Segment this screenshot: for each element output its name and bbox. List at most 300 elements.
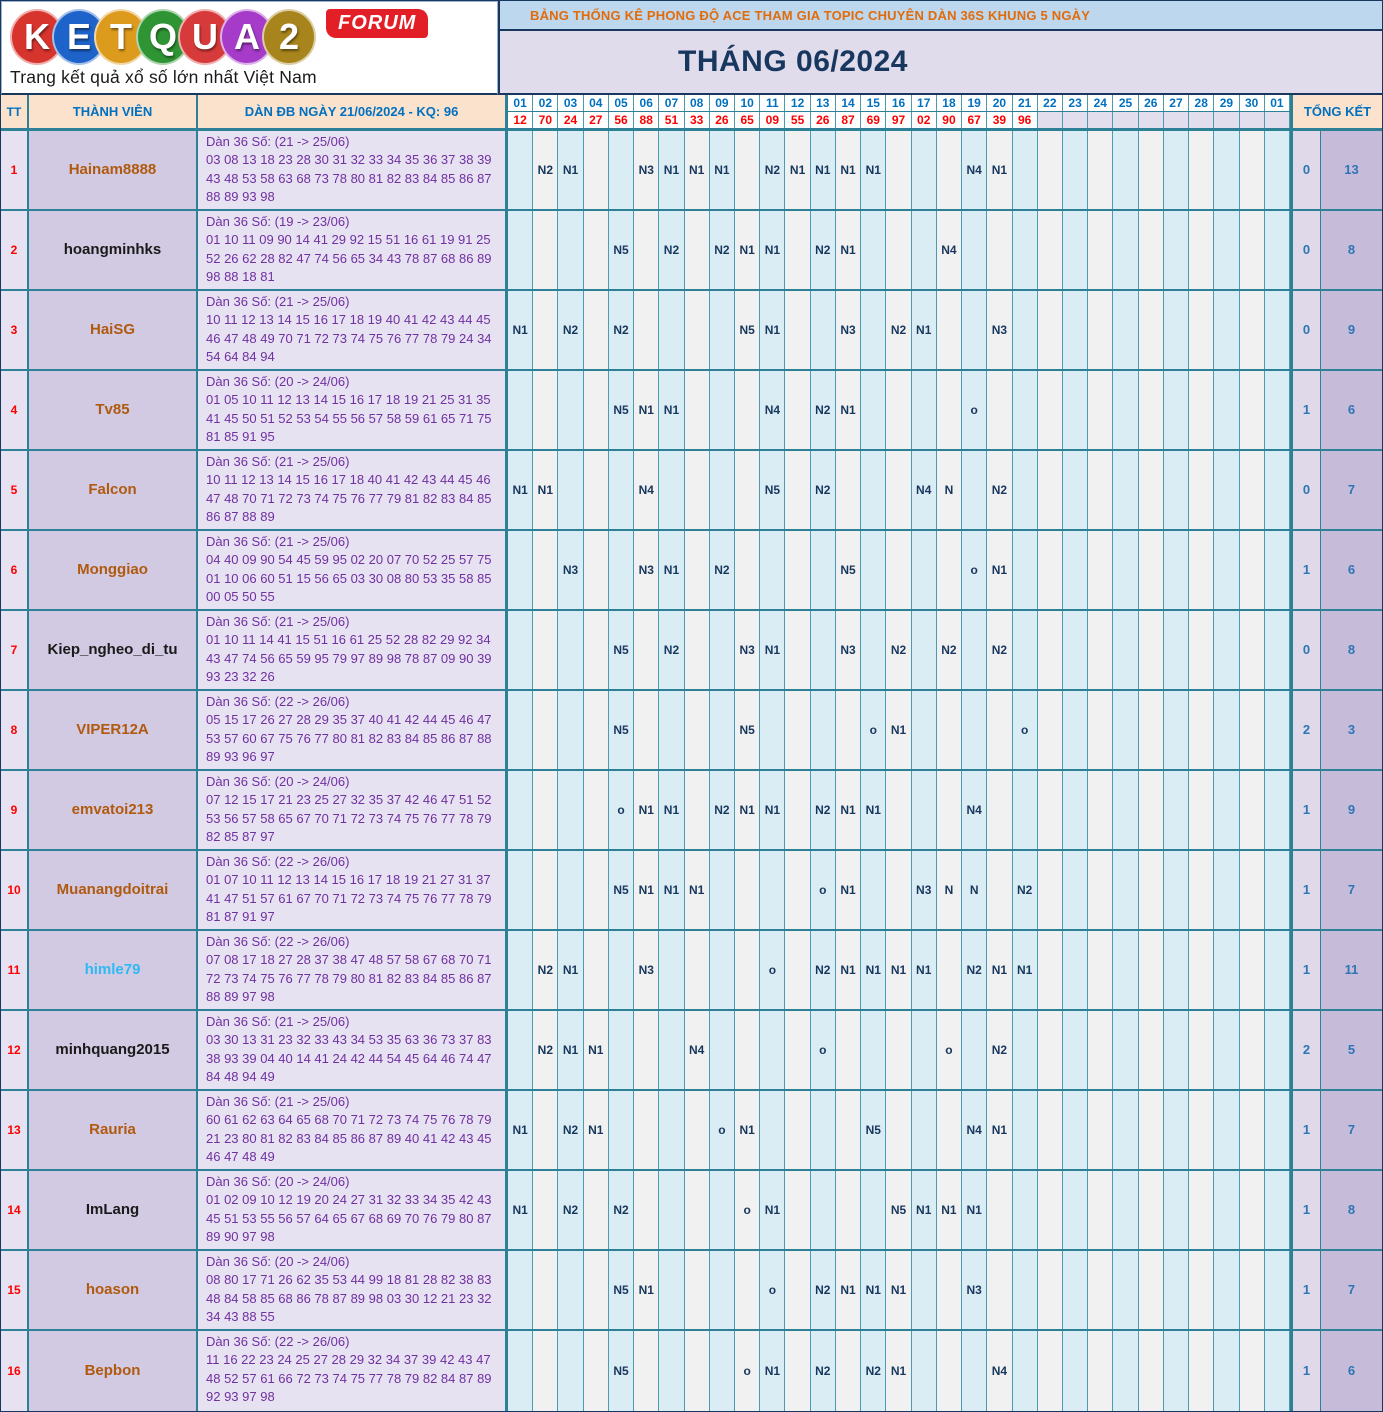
day-cell — [1088, 131, 1113, 209]
day-cell — [1063, 531, 1088, 609]
day-cell — [1038, 1091, 1063, 1169]
day-cell — [1038, 931, 1063, 1009]
day-cell: N4 — [685, 1011, 710, 1089]
day-cell: N5 — [609, 371, 634, 449]
day-cell: N2 — [937, 611, 962, 689]
day-cells — [508, 291, 1293, 369]
row-number: 2 — [1, 211, 29, 289]
day-cell — [1214, 1091, 1239, 1169]
member-name: Hainam8888 — [29, 131, 198, 209]
day-cell — [659, 1251, 684, 1329]
day-cell: N2 — [533, 1011, 558, 1089]
day-cell: N1 — [886, 1331, 911, 1411]
day-cells — [508, 771, 1293, 849]
day-cell — [962, 691, 987, 769]
day-column-header: 23 — [1063, 95, 1088, 111]
day-cell — [1265, 1011, 1290, 1089]
day-cell — [861, 291, 886, 369]
day-cell — [1139, 931, 1164, 1009]
day-cell: N1 — [659, 531, 684, 609]
day-cell — [533, 691, 558, 769]
day-cell: N1 — [836, 1251, 861, 1329]
day-cell — [1265, 211, 1290, 289]
day-cell — [558, 1251, 583, 1329]
day-cell — [937, 771, 962, 849]
result-cell: 51 — [659, 112, 684, 128]
day-cell — [760, 1091, 785, 1169]
day-cell — [785, 931, 810, 1009]
day-column-header: 21 — [1013, 95, 1038, 111]
day-cell — [1063, 1011, 1088, 1089]
day-cell: N4 — [962, 131, 987, 209]
day-column-header: 26 — [1139, 95, 1164, 111]
day-cell: N — [937, 851, 962, 929]
dan-label: Dàn 36 Số: (21 -> 25/06) — [206, 613, 350, 629]
day-cell: o — [962, 531, 987, 609]
total-right: 6 — [1321, 531, 1382, 609]
total-right: 9 — [1321, 771, 1382, 849]
row-number: 11 — [1, 931, 29, 1009]
day-cell — [1113, 691, 1138, 769]
member-row — [1, 131, 1382, 211]
dan-cell — [198, 1171, 508, 1249]
day-cells — [508, 451, 1293, 529]
dan-cell — [198, 1331, 508, 1411]
day-cell — [1265, 531, 1290, 609]
day-cell — [710, 931, 735, 1009]
result-cell — [1063, 112, 1088, 128]
day-cell: N2 — [533, 131, 558, 209]
day-cell — [1189, 691, 1214, 769]
day-cell — [1240, 1331, 1265, 1411]
dan-label: Dàn 36 Số: (21 -> 25/06) — [206, 293, 350, 309]
day-cell: N2 — [811, 451, 836, 529]
day-cell: N5 — [609, 691, 634, 769]
day-cell: N1 — [735, 771, 760, 849]
total-left: 1 — [1293, 1331, 1321, 1411]
day-cell — [785, 531, 810, 609]
day-column-header: 16 — [886, 95, 911, 111]
day-cell: N1 — [659, 131, 684, 209]
day-cell — [533, 531, 558, 609]
logo-letter: K — [10, 9, 64, 65]
day-cell: N1 — [987, 1091, 1012, 1169]
day-column-header: 19 — [962, 95, 987, 111]
day-cell — [1063, 1251, 1088, 1329]
day-cell — [1240, 611, 1265, 689]
day-cell: o — [811, 1011, 836, 1089]
day-cell — [886, 851, 911, 929]
day-cell — [1240, 1171, 1265, 1249]
day-cell — [1088, 1011, 1113, 1089]
day-cell: N5 — [609, 1251, 634, 1329]
day-cell: N1 — [760, 1171, 785, 1249]
logo-letter: Q — [136, 9, 190, 65]
day-column-header: 05 — [609, 95, 634, 111]
dan-label: Dàn 36 Số: (22 -> 26/06) — [206, 693, 350, 709]
day-cell — [912, 531, 937, 609]
day-cell — [1038, 531, 1063, 609]
day-cell: N1 — [659, 771, 684, 849]
row-number: 6 — [1, 531, 29, 609]
day-cell — [1240, 691, 1265, 769]
day-cell — [685, 371, 710, 449]
day-cell — [558, 451, 583, 529]
day-cell: N1 — [634, 371, 659, 449]
day-cell — [1164, 1011, 1189, 1089]
day-cell — [1063, 691, 1088, 769]
day-cell: N1 — [811, 131, 836, 209]
day-cell — [760, 1011, 785, 1089]
day-cell: N1 — [912, 1171, 937, 1249]
day-cell: N2 — [987, 451, 1012, 529]
day-cell — [634, 1011, 659, 1089]
dan-cell — [198, 131, 508, 209]
day-cell — [811, 1171, 836, 1249]
dan-label: Dàn 36 Số: (22 -> 26/06) — [206, 853, 350, 869]
day-cell — [508, 931, 533, 1009]
day-cell — [1189, 131, 1214, 209]
day-cell — [1189, 1011, 1214, 1089]
day-cell: N2 — [811, 1331, 836, 1411]
dan-label: Dàn 36 Số: (20 -> 24/06) — [206, 373, 350, 389]
day-header-row — [508, 95, 1290, 112]
day-cell — [912, 611, 937, 689]
day-column-header: 14 — [836, 95, 861, 111]
day-cell: N2 — [886, 291, 911, 369]
day-cell — [1164, 291, 1189, 369]
day-cell: N1 — [836, 771, 861, 849]
total-right: 7 — [1321, 851, 1382, 929]
day-cell: N1 — [634, 771, 659, 849]
day-cell — [1240, 1011, 1265, 1089]
day-column-header: 08 — [685, 95, 710, 111]
day-cell — [533, 611, 558, 689]
day-cell — [785, 291, 810, 369]
day-cell — [861, 851, 886, 929]
result-cell: 02 — [912, 112, 937, 128]
day-cell — [1265, 931, 1290, 1009]
total-left: 1 — [1293, 1251, 1321, 1329]
day-cell — [659, 691, 684, 769]
day-cell — [886, 371, 911, 449]
members-body — [1, 131, 1382, 1411]
day-cells — [508, 931, 1293, 1009]
day-cell — [1139, 1091, 1164, 1169]
day-cell — [785, 371, 810, 449]
day-cell — [685, 1091, 710, 1169]
result-cell: 69 — [861, 112, 886, 128]
day-cell: N1 — [912, 931, 937, 1009]
member-name: minhquang2015 — [29, 1011, 198, 1089]
day-cell — [533, 1171, 558, 1249]
day-cell — [508, 1251, 533, 1329]
day-cell — [785, 451, 810, 529]
day-cell — [1139, 1011, 1164, 1089]
day-cell — [508, 371, 533, 449]
day-cell — [1139, 291, 1164, 369]
day-cell: N2 — [811, 931, 836, 1009]
day-cell: N1 — [962, 1171, 987, 1249]
day-cell — [1139, 211, 1164, 289]
day-column-header: 25 — [1113, 95, 1138, 111]
total-right: 5 — [1321, 1011, 1382, 1089]
day-cell — [558, 851, 583, 929]
day-cell — [937, 931, 962, 1009]
day-cell — [962, 451, 987, 529]
day-cell — [558, 211, 583, 289]
day-cell: N5 — [836, 531, 861, 609]
day-cell — [912, 691, 937, 769]
day-cell — [1240, 771, 1265, 849]
day-cell — [811, 1091, 836, 1169]
day-cell — [912, 771, 937, 849]
day-cell — [760, 691, 785, 769]
day-cells — [508, 1331, 1293, 1411]
day-cells — [508, 1171, 1293, 1249]
day-cell — [508, 1011, 533, 1089]
day-cell — [584, 851, 609, 929]
day-cell: N5 — [609, 851, 634, 929]
day-cell — [1013, 1011, 1038, 1089]
day-cell — [1214, 451, 1239, 529]
day-cell — [785, 1251, 810, 1329]
member-name: Kiep_ngheo_di_tu — [29, 611, 198, 689]
day-cell — [609, 1091, 634, 1169]
result-cell: 27 — [584, 112, 609, 128]
day-cell: N2 — [558, 1171, 583, 1249]
member-row — [1, 1091, 1382, 1171]
day-cell — [533, 1331, 558, 1411]
day-cell — [1139, 691, 1164, 769]
total-left: 1 — [1293, 771, 1321, 849]
day-column-header: 01 — [508, 95, 533, 111]
day-cell — [1088, 851, 1113, 929]
dan-label: Dàn 36 Số: (21 -> 25/06) — [206, 453, 350, 469]
day-cell — [836, 1171, 861, 1249]
day-cell — [1088, 1251, 1113, 1329]
day-cell — [1240, 851, 1265, 929]
day-cell — [533, 211, 558, 289]
dan-numbers: 11 16 22 23 24 25 27 28 29 32 34 37 39 42 43 47 48 52 57 61 66 72 73 74 75 77 78 79 82 84 87 89 92 93 97 98 — [206, 1352, 492, 1405]
day-cell — [735, 1011, 760, 1089]
day-cell — [1013, 211, 1038, 289]
member-row — [1, 771, 1382, 851]
day-cell — [710, 1171, 735, 1249]
dan-label: Dàn 36 Số: (22 -> 26/06) — [206, 1333, 350, 1349]
day-cell — [1214, 131, 1239, 209]
day-cell — [634, 1091, 659, 1169]
total-left: 2 — [1293, 1011, 1321, 1089]
day-cell — [1164, 211, 1189, 289]
logo-letter: E — [52, 9, 106, 65]
day-cell — [1240, 931, 1265, 1009]
day-cell — [1088, 291, 1113, 369]
site-logo — [1, 1, 498, 95]
day-cell — [1265, 371, 1290, 449]
day-cell: N1 — [659, 371, 684, 449]
day-cell — [1088, 211, 1113, 289]
total-right: 8 — [1321, 611, 1382, 689]
member-name: ImLang — [29, 1171, 198, 1249]
day-cells — [508, 1091, 1293, 1169]
day-cell — [1038, 1251, 1063, 1329]
day-cell — [886, 1091, 911, 1169]
day-cell — [1013, 771, 1038, 849]
day-cell: N2 — [710, 771, 735, 849]
dan-cell — [198, 691, 508, 769]
day-cell: N1 — [634, 1251, 659, 1329]
day-column-header: 10 — [735, 95, 760, 111]
day-cell — [1113, 131, 1138, 209]
member-name: Monggiao — [29, 531, 198, 609]
month-row — [500, 31, 1382, 95]
day-cell — [1038, 1011, 1063, 1089]
row-number: 1 — [1, 131, 29, 209]
day-cell — [584, 611, 609, 689]
day-cell — [1240, 1251, 1265, 1329]
day-cells — [508, 611, 1293, 689]
day-cell — [937, 1091, 962, 1169]
total-right: 3 — [1321, 691, 1382, 769]
day-column-header: 28 — [1189, 95, 1214, 111]
total-right: 6 — [1321, 371, 1382, 449]
day-cell: N5 — [609, 1331, 634, 1411]
member-row — [1, 691, 1382, 771]
dan-cell — [198, 931, 508, 1009]
day-cell — [558, 1331, 583, 1411]
total-left: 0 — [1293, 131, 1321, 209]
day-cell — [1013, 611, 1038, 689]
day-cell — [1164, 931, 1189, 1009]
day-cell — [785, 771, 810, 849]
day-column-header: 06 — [634, 95, 659, 111]
day-cell — [1013, 1251, 1038, 1329]
day-cell: N1 — [760, 291, 785, 369]
row-number: 9 — [1, 771, 29, 849]
dan-numbers: 05 15 17 26 27 28 29 35 37 40 41 42 44 45 46 47 53 57 60 67 75 76 77 80 81 82 83 84 85 86 87 88 89 93 96 97 — [206, 712, 492, 765]
day-cell — [1063, 451, 1088, 529]
day-cell — [710, 851, 735, 929]
day-cell: N1 — [886, 931, 911, 1009]
day-cells — [508, 691, 1293, 769]
member-row — [1, 851, 1382, 931]
day-cell: N1 — [584, 1011, 609, 1089]
day-cell: N2 — [609, 291, 634, 369]
day-cell: N1 — [558, 1011, 583, 1089]
day-cell — [1139, 371, 1164, 449]
day-cell — [685, 931, 710, 1009]
day-cell — [685, 451, 710, 529]
day-cell: N1 — [558, 931, 583, 1009]
day-cell — [1038, 691, 1063, 769]
dan-cell — [198, 451, 508, 529]
row-number: 3 — [1, 291, 29, 369]
day-cells — [508, 851, 1293, 929]
day-cell — [861, 1011, 886, 1089]
day-cell — [1240, 131, 1265, 209]
member-row — [1, 1251, 1382, 1331]
day-cell: N2 — [987, 1011, 1012, 1089]
day-column-header: 30 — [1240, 95, 1265, 111]
day-cell — [609, 451, 634, 529]
day-cell — [1214, 1251, 1239, 1329]
day-cell — [1088, 691, 1113, 769]
day-cell: N4 — [634, 451, 659, 529]
total-right: 7 — [1321, 1251, 1382, 1329]
day-cell: N2 — [659, 611, 684, 689]
day-cell — [1164, 611, 1189, 689]
day-cell: N4 — [962, 1091, 987, 1169]
member-name: VIPER12A — [29, 691, 198, 769]
day-cell: N1 — [836, 211, 861, 289]
day-cell — [1265, 451, 1290, 529]
day-cell — [584, 291, 609, 369]
day-cell — [861, 371, 886, 449]
total-right: 7 — [1321, 1091, 1382, 1169]
day-cell: N1 — [584, 1091, 609, 1169]
day-cell — [1189, 771, 1214, 849]
dan-numbers: 04 40 09 90 54 45 59 95 02 20 07 70 52 25 57 75 01 10 06 60 51 15 56 65 03 30 08 80 53 35 58 85 00 05 50 55 — [206, 552, 492, 605]
total-right: 6 — [1321, 1331, 1382, 1411]
result-cell: 87 — [836, 112, 861, 128]
day-cell — [1214, 211, 1239, 289]
day-cell: N1 — [987, 131, 1012, 209]
day-cell — [1189, 531, 1214, 609]
day-cell — [785, 1011, 810, 1089]
day-cell — [1088, 1091, 1113, 1169]
day-cell: N1 — [685, 131, 710, 209]
row-number: 12 — [1, 1011, 29, 1089]
day-cell — [785, 611, 810, 689]
result-cell — [1139, 112, 1164, 128]
month-title: THÁNG 06/2024 — [678, 45, 908, 79]
dan-cell — [198, 771, 508, 849]
day-cell — [886, 451, 911, 529]
day-cell — [836, 451, 861, 529]
top-section — [1, 1, 1382, 95]
dan-numbers: 01 10 11 14 41 15 51 16 61 25 52 28 82 29 92 34 43 47 74 56 65 59 95 79 97 89 98 78 87 09 90 39 93 23 32 26 — [206, 632, 492, 685]
day-column-header: 11 — [760, 95, 785, 111]
total-left: 0 — [1293, 611, 1321, 689]
day-cell — [1164, 371, 1189, 449]
day-cell — [1189, 1171, 1214, 1249]
day-cell — [584, 691, 609, 769]
day-cell: o — [937, 1011, 962, 1089]
day-cell: N1 — [659, 851, 684, 929]
day-cell — [1063, 611, 1088, 689]
day-cell: N1 — [760, 771, 785, 849]
day-cell: N4 — [962, 771, 987, 849]
day-cell — [609, 531, 634, 609]
day-cell — [1088, 1171, 1113, 1249]
day-cell — [710, 1251, 735, 1329]
day-cell — [1189, 851, 1214, 929]
day-cell: N2 — [558, 291, 583, 369]
day-cell: N1 — [634, 851, 659, 929]
day-cell — [1088, 611, 1113, 689]
day-cell — [1139, 1171, 1164, 1249]
dan-cell — [198, 291, 508, 369]
day-cell: N2 — [811, 771, 836, 849]
result-cell: 67 — [962, 112, 987, 128]
member-name: emvatoi213 — [29, 771, 198, 849]
day-cell — [634, 291, 659, 369]
day-cell: N1 — [710, 131, 735, 209]
day-cell — [685, 291, 710, 369]
member-name: himle79 — [29, 931, 198, 1009]
result-cell — [1214, 112, 1239, 128]
